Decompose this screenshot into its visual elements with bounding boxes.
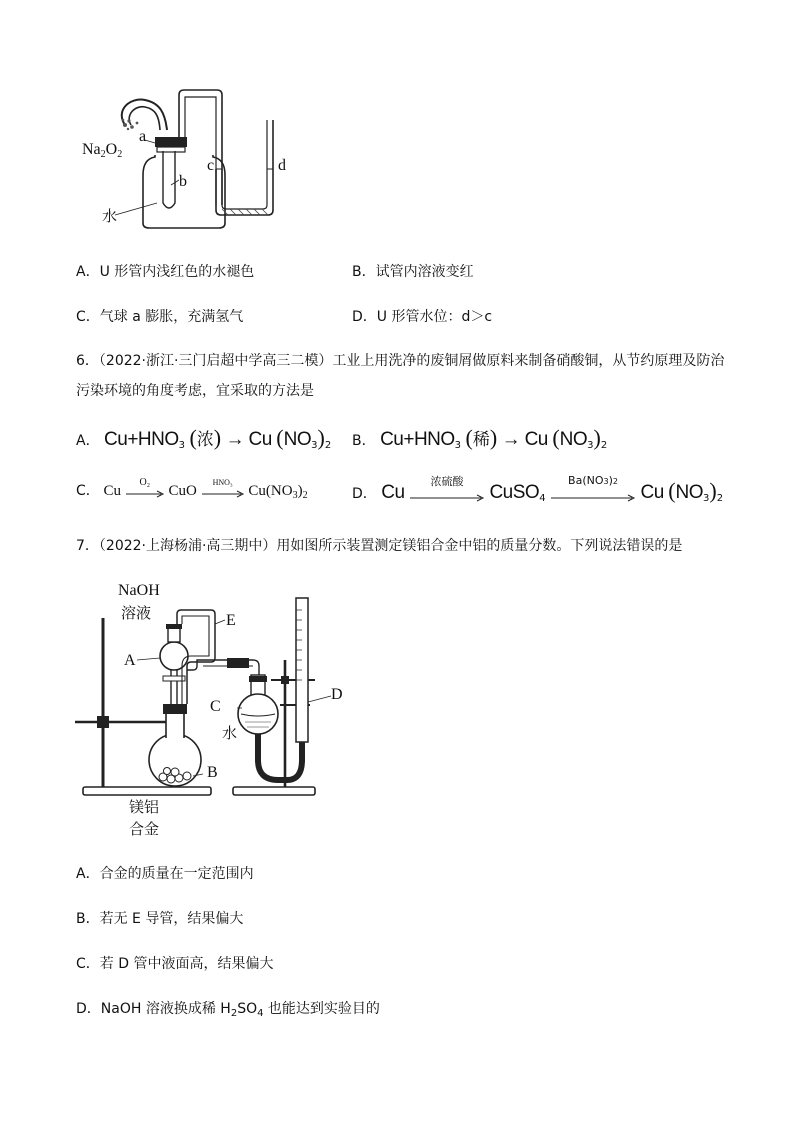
fig1-label-d: d [278, 157, 286, 174]
q7-option-b: B．若无 E 导管，结果偏大 [76, 911, 244, 927]
q5-option-d: D．U 形管水位：d＞c [352, 309, 493, 325]
fig2-label-A: A [124, 652, 136, 669]
q5-option-b: B．试管内溶液变红 [352, 264, 474, 280]
q6-option-c-arrow2: HNO₃ [201, 484, 245, 500]
fig1-label-na2o2: $Na_2O_2$ [82, 141, 123, 160]
figure-2 [75, 580, 365, 842]
fig1-label-a: a [139, 128, 147, 145]
q6-option-c-arrow1: O₂ [125, 484, 165, 500]
q5-option-c: C．气球 a 膨胀，充满氢气 [76, 309, 244, 325]
figure-1 [75, 85, 315, 235]
fig1-label-c: c [207, 157, 215, 174]
q7-stem: 7．（2022·上海杨浦·高三期中）用如图所示装置测定镁铝合金中铝的质量分数。下列说法错误的是 [76, 538, 683, 554]
q7-option-d: D．NaOH 溶液换成稀 $H_2SO_4$ 也能达到实验目的 [76, 1001, 380, 1019]
fig2-label-water: 水 [222, 724, 238, 742]
q7-option-c: C．若 D 管中液面高，结果偏大 [76, 956, 274, 972]
q6-option-a: A． $Cu+HNO_3$ (浓) → Cu $(NO_3)_2$ [76, 425, 332, 451]
q6-option-a-prefix: A． [76, 433, 100, 449]
q5-option-a: A．U 形管内浅红色的水褪色 [76, 264, 255, 280]
q6-option-c: C． Cu O₂ CuO HNO₃ $Cu(NO_3)_2$ [76, 476, 308, 501]
fig2-label-alloy-line2: 合金 [129, 820, 160, 838]
fig2-label-D: D [331, 686, 343, 703]
q6-option-b-prefix: B． [352, 433, 376, 449]
q7-option-a: A．合金的质量在一定范围内 [76, 866, 254, 882]
q6-option-b: B． $Cu+HNO_3$ (稀) → Cu $(NO_3)_2$ [352, 425, 608, 451]
fig1-label-b: b [179, 173, 187, 190]
q6-option-d-arrow2: Ba(NO3)2 [550, 484, 636, 504]
q6-stem-line2: 污染环境的角度考虑，宜采取的方法是 [76, 383, 314, 399]
fig1-label-water: 水 [102, 207, 118, 225]
q6-option-d-arrow1: 浓硫酸 [409, 484, 485, 504]
q6-stem-line1: 6．（2022·浙江·三门启超中学高三二模）工业上用洗净的废铜屑做原料来制备硝酸铜，从节约原理及防治 [76, 353, 725, 369]
q6-option-d: D． Cu 浓硫酸 CuSO$_4$ Ba(NO3)2 Cu $(NO_3)_2$ [352, 474, 724, 504]
fig2-label-solution: 溶液 [121, 604, 152, 622]
fig2-label-alloy-line1: 镁铝 [129, 798, 160, 816]
fig2-label-C: C [210, 698, 221, 715]
fig2-label-naoh: NaOH [118, 582, 160, 599]
fig2-label-E: E [226, 612, 236, 629]
fig2-label-B: B [207, 764, 218, 781]
